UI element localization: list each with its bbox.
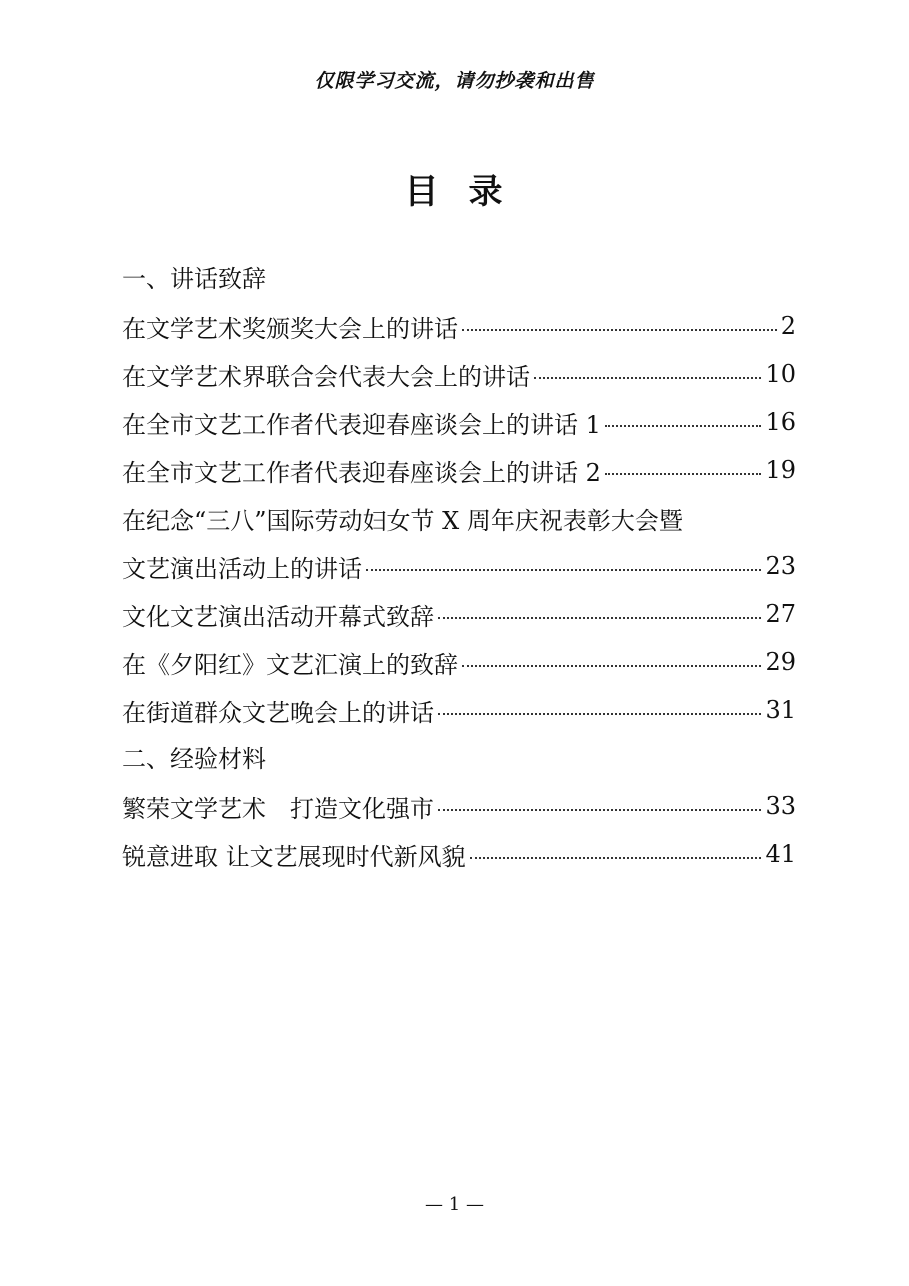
toc-entry-title: 文艺演出活动上的讲话	[122, 554, 362, 583]
toc-page-number: 29	[765, 648, 796, 676]
toc-entry-title: 在街道群众文艺晚会上的讲话	[122, 698, 434, 727]
toc-page-number: 31	[765, 696, 796, 724]
toc-entry[interactable]	[122, 686, 796, 734]
toc-entry-title: 在《夕阳红》文艺汇演上的致辞	[122, 650, 458, 679]
toc-entry-title: 在文学艺术奖颁奖大会上的讲话	[122, 314, 458, 343]
title-char-1: 目	[404, 172, 441, 212]
dot-leader	[605, 425, 762, 427]
dot-leader	[438, 617, 761, 619]
toc-page-number: 19	[765, 456, 796, 484]
toc-entry[interactable]	[122, 350, 796, 398]
toc-page-number: 10	[765, 360, 796, 388]
toc-entry[interactable]	[122, 446, 796, 494]
toc-entry[interactable]	[122, 590, 796, 638]
toc-entry-first-line[interactable]	[122, 494, 796, 542]
dot-leader	[470, 857, 762, 859]
title-char-2: 录	[468, 172, 505, 212]
toc-entry-title-line1: 在纪念“三八”国际劳动妇女节 X 周年庆祝表彰大会暨	[122, 506, 683, 535]
toc-entry[interactable]	[122, 638, 796, 686]
toc-entry-title: 文化文艺演出活动开幕式致辞	[122, 602, 434, 631]
dot-leader	[438, 713, 761, 715]
toc-page-number: 2	[780, 312, 796, 340]
toc-entry-title: 在文学艺术界联合会代表大会上的讲话	[122, 362, 530, 391]
page-number-footer: — 1 —	[425, 1194, 484, 1215]
toc-entry[interactable]	[122, 542, 796, 590]
dot-leader	[366, 569, 761, 571]
table-of-contents	[122, 256, 796, 878]
header-note: 仅限学习交流，请勿抄袭和出售	[314, 70, 595, 92]
dot-leader	[462, 329, 777, 331]
toc-page-number: 33	[765, 792, 796, 820]
toc-entry-title: 在全市文艺工作者代表迎春座谈会上的讲话 2	[122, 458, 601, 487]
section-heading-speeches: 一、讲话致辞	[122, 265, 266, 293]
page-title	[0, 164, 909, 213]
dot-leader	[534, 377, 761, 379]
dot-leader	[462, 665, 761, 667]
toc-page-number: 16	[765, 408, 796, 436]
toc-entry[interactable]	[122, 302, 796, 350]
dot-leader	[438, 809, 761, 811]
toc-entry-title: 锐意进取 让文艺展现时代新风貌	[122, 842, 466, 871]
toc-entry[interactable]	[122, 782, 796, 830]
toc-page-number: 23	[765, 552, 796, 580]
toc-entry[interactable]	[122, 398, 796, 446]
toc-entry[interactable]	[122, 830, 796, 878]
toc-page-number: 41	[765, 840, 796, 868]
toc-entry-title: 繁荣文学艺术 打造文化强市	[122, 794, 434, 823]
toc-page-number: 27	[765, 600, 796, 628]
dot-leader	[605, 473, 762, 475]
section-heading-experience: 二、经验材料	[122, 745, 266, 773]
toc-entry-title: 在全市文艺工作者代表迎春座谈会上的讲话 1	[122, 410, 601, 439]
